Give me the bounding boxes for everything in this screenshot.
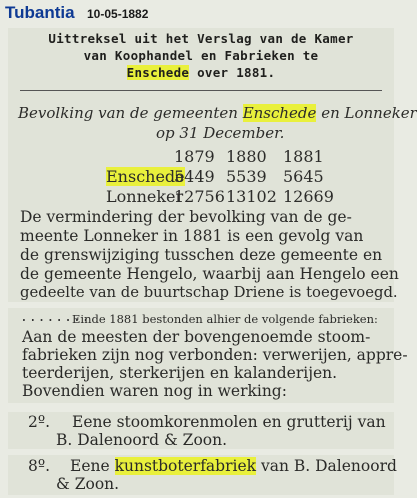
heading-line-2: van Koophandel en Fabrieken te bbox=[83, 48, 319, 63]
article-clipping-4 bbox=[8, 455, 397, 495]
clip2-line-4: Bovendien waren nog in werking: bbox=[22, 382, 287, 400]
factories-intro: Einde 1881 bestonden alhier de volgende fabrieken: bbox=[72, 312, 378, 326]
population-title-line-2: op 31 December. bbox=[156, 124, 285, 142]
year-1879: 1879 bbox=[174, 147, 215, 166]
year-1880: 1880 bbox=[226, 147, 267, 166]
body-line-2: meente Lonneker in 1881 is een gevolg van bbox=[20, 227, 364, 245]
highlight-kunstboterfabriek: kunstboterfabriek bbox=[114, 457, 257, 475]
heading-year: over 1881. bbox=[197, 65, 276, 80]
item-8-line-1 bbox=[70, 457, 397, 475]
heading-line-3 bbox=[8, 65, 394, 80]
item-number-8: 8º. bbox=[28, 457, 51, 475]
body-line-1: De vermindering der bevolking van de ge- bbox=[20, 208, 352, 226]
lonneker-1881: 12669 bbox=[283, 187, 334, 206]
clip2-line-3: teerderijen, sterkerijen en kalanderijen. bbox=[22, 364, 338, 382]
population-title-line-1 bbox=[18, 104, 417, 122]
item-2-line-2: B. Dalenoord & Zoon. bbox=[56, 431, 228, 449]
row-enschede-label: Enschede bbox=[106, 167, 185, 186]
item-8-post: van B. Dalenoord bbox=[260, 457, 397, 475]
article-clipping-2 bbox=[8, 308, 408, 403]
lonneker-1879: 12756 bbox=[174, 187, 225, 206]
clip2-line-1: Aan de meesten der bovengenoemde stoom- bbox=[22, 328, 371, 346]
item-number-2: 2º. bbox=[28, 413, 51, 431]
year-1881: 1881 bbox=[283, 147, 324, 166]
article-clipping-3 bbox=[8, 412, 394, 449]
clip2-line-2: fabrieken zijn nog verbonden: verwerijen, appre- bbox=[22, 346, 408, 364]
ellipsis-marker: ........ bbox=[20, 310, 91, 325]
enschede-1879: 5449 bbox=[174, 167, 215, 186]
body-line-3: de grenswijziging tusschen deze gemeente en bbox=[20, 246, 383, 264]
heading-line-1: Uittreksel uit het Verslag van de Kamer bbox=[48, 31, 354, 46]
item-2-line-1: Eene stoomkorenmolen en grutterij van bbox=[72, 413, 386, 431]
issue-date: 10-05-1882 bbox=[87, 7, 149, 21]
body-line-5: gedeelte van de buurtschap Driene is toegevoegd. bbox=[20, 284, 398, 301]
enschede-1881: 5645 bbox=[283, 167, 324, 186]
highlight-enschede-2: Enschede bbox=[242, 104, 317, 122]
item-8-line-2: & Zoon. bbox=[56, 475, 120, 493]
divider bbox=[20, 90, 382, 91]
page-header bbox=[0, 0, 400, 27]
body-line-4: de gemeente Hengelo, waarbij aan Hengelo een bbox=[20, 265, 399, 283]
row-lonneker-label: Lonneker bbox=[106, 187, 184, 206]
newspaper-name: Tubantia bbox=[5, 3, 75, 22]
lonneker-1880: 13102 bbox=[226, 187, 277, 206]
population-title-a: Bevolking van de gemeenten bbox=[18, 104, 238, 122]
enschede-1880: 5539 bbox=[226, 167, 267, 186]
population-title-b: en Lonneker bbox=[321, 104, 417, 122]
article-clipping-1 bbox=[8, 28, 417, 302]
highlight-enschede: Enschede bbox=[126, 65, 190, 80]
item-8-pre: Eene bbox=[70, 457, 110, 475]
